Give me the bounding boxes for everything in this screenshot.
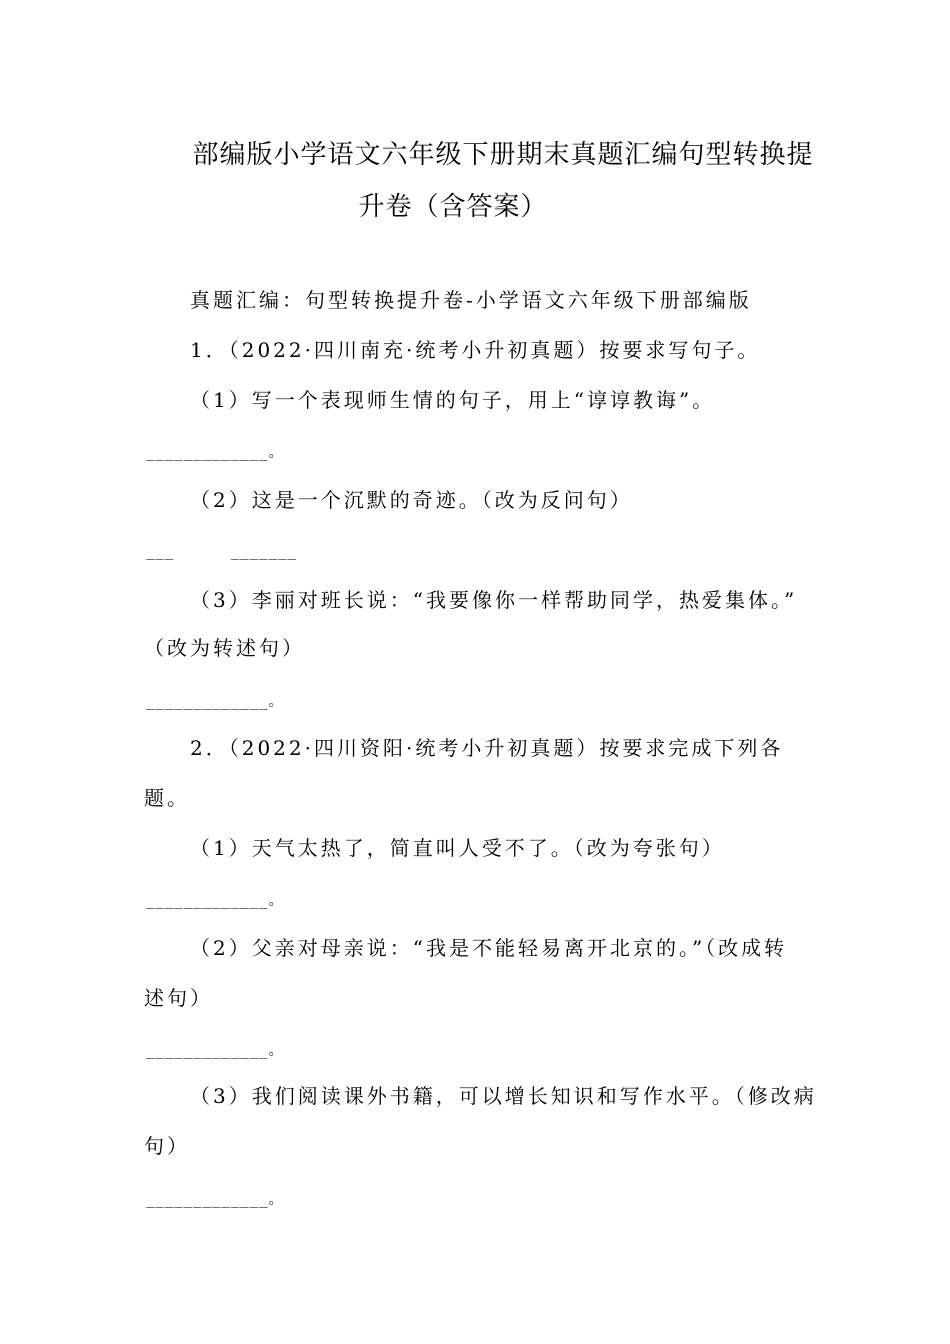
answer-blank: ___ _______ (146, 544, 297, 560)
question-2-part-3-line2: 句） (144, 1134, 190, 1158)
answer-blank: _____________。 (146, 1192, 284, 1208)
question-2-part-2-line1: （2）父亲对母亲说：“我是不能轻易离开北京的。”（改成转 (190, 936, 788, 960)
question-2-header-line2: 题。 (144, 786, 190, 810)
answer-blank: _____________。 (146, 893, 284, 909)
answer-blank: _____________。 (146, 445, 284, 461)
answer-blank: _____________。 (146, 1043, 284, 1059)
answer-blank: _____________。 (146, 694, 284, 710)
question-1-part-3-line1: （3）李丽对班长说：“我要像你一样帮助同学，热爱集体。” (190, 588, 798, 612)
document-title-line1: 部编版小学语文六年级下册期末真题汇编句型转换提 (192, 140, 814, 170)
question-1-part-3-line2: （改为转述句） (144, 636, 305, 660)
question-2-part-1: （1）天气太热了，简直叫人受不了。（改为夸张句） (190, 836, 725, 860)
document-title-line2: 升卷（含答案） (358, 192, 548, 222)
subtitle: 真题汇编：句型转换提升卷-小学语文六年级下册部编版 (190, 288, 752, 312)
question-2-part-2-line2: 述句） (144, 986, 213, 1010)
question-1-header: 1．（2022·四川南充·统考小升初真题）按要求写句子。 (190, 338, 761, 362)
question-1-part-2: （2）这是一个沉默的奇迹。（改为反问句） (190, 488, 633, 512)
question-1-part-1: （1）写一个表现师生情的句子，用上“谆谆教诲”。 (190, 388, 716, 412)
question-2-header-line1: 2．（2022·四川资阳·统考小升初真题）按要求完成下列各 (190, 736, 784, 760)
question-2-part-3-line1: （3）我们阅读课外书籍，可以增长知识和写作水平。（修改病 (190, 1084, 817, 1108)
